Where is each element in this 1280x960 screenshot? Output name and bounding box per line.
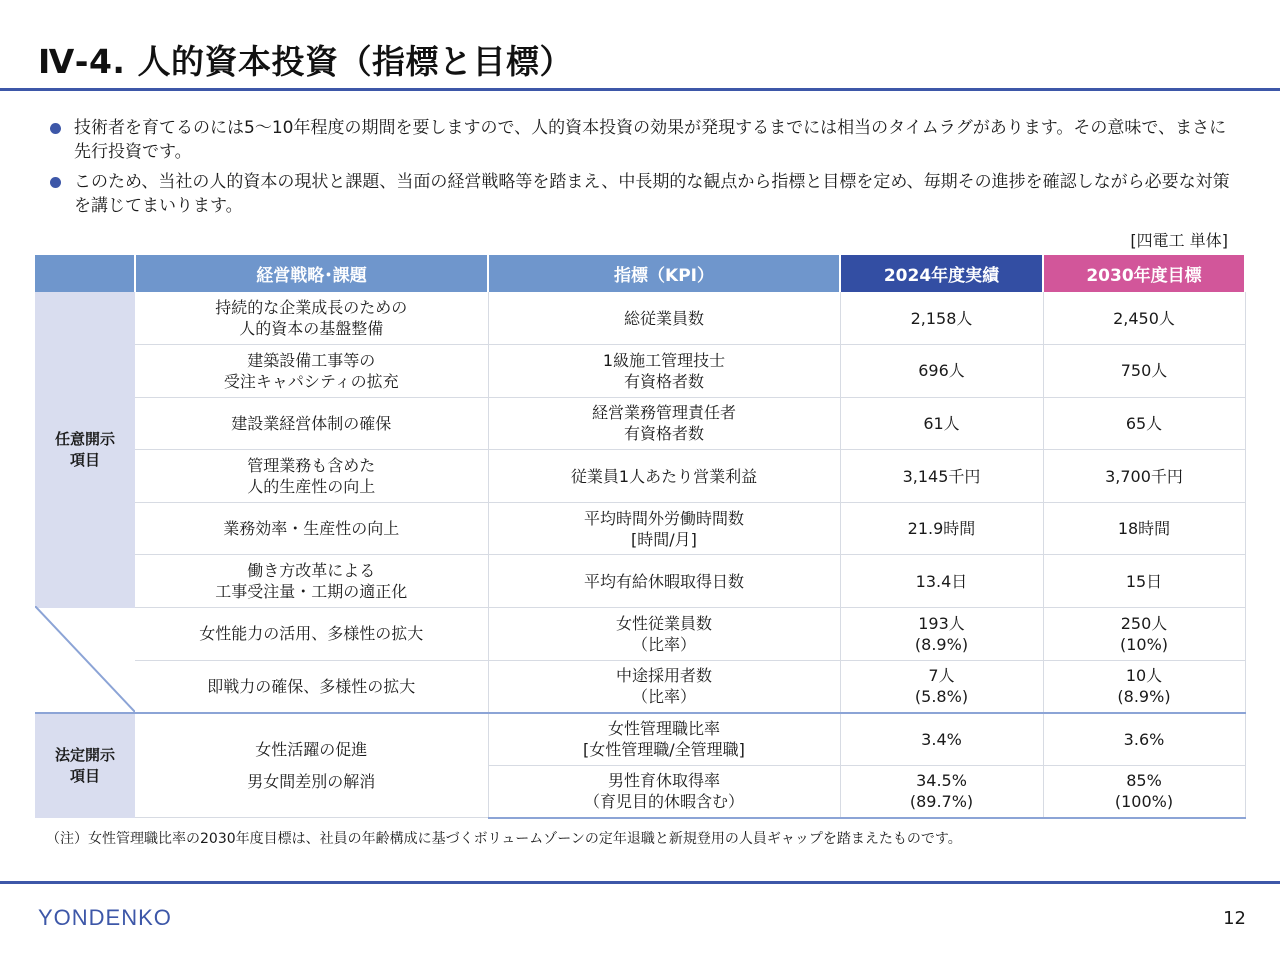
footer-divider bbox=[0, 881, 1280, 884]
company-logo: YONDENKO bbox=[38, 905, 172, 930]
target-cell: 65人 bbox=[1043, 397, 1245, 450]
target-cell: 250人 (10%) bbox=[1043, 608, 1245, 661]
target-cell: 18時間 bbox=[1043, 502, 1245, 555]
table-row bbox=[35, 713, 1245, 766]
strategy-cell: 持続的な企業成長のための 人的資本の基盤整備 bbox=[135, 292, 488, 345]
strategy-cell: 女性能力の活用、多様性の拡大 bbox=[135, 608, 488, 661]
target-cell: 2,450人 bbox=[1043, 292, 1245, 345]
strategy-cell: 業務効率・生産性の向上 bbox=[135, 502, 488, 555]
category-blank bbox=[35, 608, 135, 713]
strategy-cell: 管理業務も含めた 人的生産性の向上 bbox=[135, 450, 488, 503]
bullet-list bbox=[48, 116, 1238, 224]
target-cell: 3,700千円 bbox=[1043, 450, 1245, 503]
table-row bbox=[35, 397, 1245, 450]
strategy-cell: 建築設備工事等の 受注キャパシティの拡充 bbox=[135, 345, 488, 398]
target-cell: 15日 bbox=[1043, 555, 1245, 608]
strategy-cell: 女性活躍の促進 男女間差別の解消 bbox=[135, 713, 488, 818]
unit-note: [四電工 単体] bbox=[1130, 231, 1228, 250]
table-row bbox=[35, 345, 1245, 398]
strategy-cell: 働き方改革による 工事受注量・工期の適正化 bbox=[135, 555, 488, 608]
actual-cell: 3,145千円 bbox=[840, 450, 1043, 503]
table-row bbox=[35, 660, 1245, 713]
actual-cell: 7人 (5.8%) bbox=[840, 660, 1043, 713]
kpi-cell: 女性従業員数 （比率） bbox=[488, 608, 840, 661]
kpi-cell: 中途採用者数 （比率） bbox=[488, 660, 840, 713]
bullet-item bbox=[48, 116, 1238, 164]
actual-cell: 193人 (8.9%) bbox=[840, 608, 1043, 661]
actual-cell: 21.9時間 bbox=[840, 502, 1043, 555]
title-divider bbox=[0, 88, 1280, 91]
kpi-cell: 女性管理職比率 [女性管理職/全管理職] bbox=[488, 713, 840, 766]
header-target-2030: 2030年度目標 bbox=[1043, 255, 1245, 292]
strategy-cell: 建設業経営体制の確保 bbox=[135, 397, 488, 450]
target-cell: 3.6% bbox=[1043, 713, 1245, 766]
header-actual-2024: 2024年度実績 bbox=[840, 255, 1043, 292]
table-row bbox=[35, 608, 1245, 661]
page-number: 12 bbox=[1223, 908, 1246, 929]
target-cell: 85% (100%) bbox=[1043, 765, 1245, 818]
page-title: Ⅳ-4. 人的資本投資（指標と目標） bbox=[38, 42, 573, 81]
table-row bbox=[35, 555, 1245, 608]
kpi-cell: 従業員1人あたり営業利益 bbox=[488, 450, 840, 503]
bullet-dot-icon bbox=[50, 177, 61, 188]
bullet-dot-icon bbox=[50, 123, 61, 134]
header-kpi: 指標（KPI） bbox=[488, 255, 840, 292]
actual-cell: 3.4% bbox=[840, 713, 1043, 766]
bullet-text: このため、当社の人的資本の現状と課題、当面の経営戦略等を踏まえ、中長期的な観点から指標と目標を定め、毎期その進捗を確認しながら必要な対策を講じてまいります。 bbox=[74, 172, 1230, 216]
table-header-row bbox=[35, 255, 1245, 292]
category-legal: 法定開示 項目 bbox=[35, 713, 135, 818]
kpi-cell: 平均有給休暇取得日数 bbox=[488, 555, 840, 608]
bullet-text: 技術者を育てるのには5～10年程度の期間を要しますので、人的資本投資の効果が発現するまでには相当のタイムラグがあります。その意味で、まさに先行投資です。 bbox=[74, 118, 1227, 162]
actual-cell: 696人 bbox=[840, 345, 1043, 398]
table-row bbox=[35, 502, 1245, 555]
kpi-cell: 経営業務管理責任者 有資格者数 bbox=[488, 397, 840, 450]
actual-cell: 13.4日 bbox=[840, 555, 1043, 608]
bullet-item bbox=[48, 170, 1238, 218]
kpi-cell: 男性育休取得率 （育児目的休暇含む） bbox=[488, 765, 840, 818]
kpi-cell: 平均時間外労働時間数 [時間/月] bbox=[488, 502, 840, 555]
header-strategy: 経営戦略･課題 bbox=[135, 255, 488, 292]
kpi-table bbox=[35, 255, 1246, 819]
kpi-cell: 1級施工管理技士 有資格者数 bbox=[488, 345, 840, 398]
header-category bbox=[35, 255, 135, 292]
footnote: （注）女性管理職比率の2030年度目標は、社員の年齢構成に基づくボリュームゾーンの定年退職と新規登用の人員ギャップを踏まえたものです。 bbox=[46, 831, 962, 847]
kpi-cell: 総従業員数 bbox=[488, 292, 840, 345]
actual-cell: 2,158人 bbox=[840, 292, 1043, 345]
strategy-cell: 即戦力の確保、多様性の拡大 bbox=[135, 660, 488, 713]
actual-cell: 34.5% (89.7%) bbox=[840, 765, 1043, 818]
table-row bbox=[35, 292, 1245, 345]
table-row bbox=[35, 450, 1245, 503]
target-cell: 750人 bbox=[1043, 345, 1245, 398]
target-cell: 10人 (8.9%) bbox=[1043, 660, 1245, 713]
actual-cell: 61人 bbox=[840, 397, 1043, 450]
category-voluntary: 任意開示 項目 bbox=[35, 292, 135, 608]
